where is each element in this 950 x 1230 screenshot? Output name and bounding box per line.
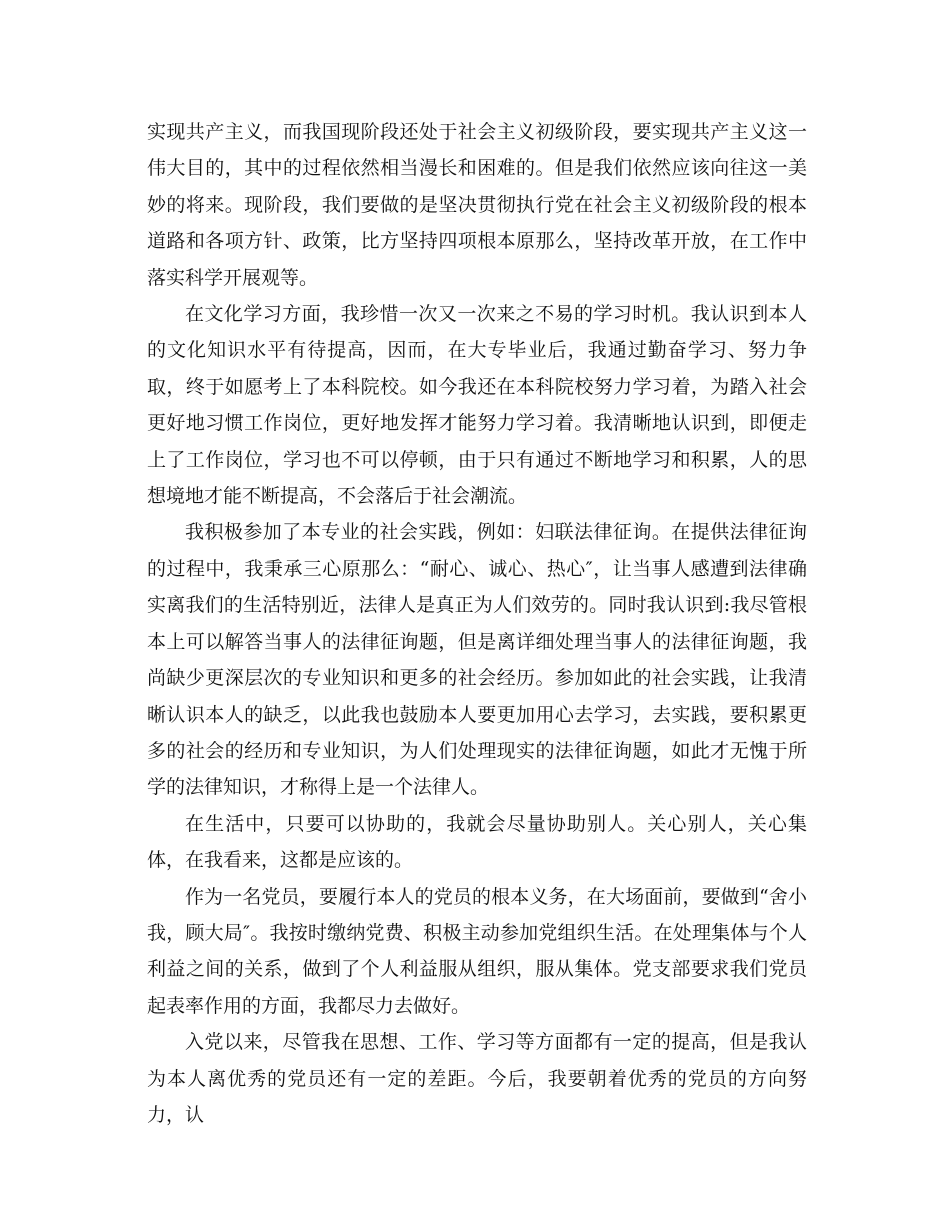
paragraph: 在生活中，只要可以协助的，我就会尽量协助别人。关心别人，关心集体，在我看来，这都是应该的。 [147,812,807,872]
paragraph: 在文化学习方面，我珍惜一次又一次来之不易的学习时机。我认识到本人的文化知识水平有待提高，因而，在大专毕业后，我通过勤奋学习、努力争取，终于如愿考上了本科院校。如今我还在本科院校努力学习着，为踏入社会更好地习惯工作岗位，更好地发挥才能努力学习着。我清晰地认识到，即便走上了工作岗位，学习也不可以停顿，由于只有通过不断地学习和积累，人的思想境地才能不断提高，不会落后于社会潮流。 [147,303,807,508]
document-body [147,114,807,1133]
paragraph: 实现共产主义，而我国现阶段还处于社会主义初级阶段，要实现共产主义这一伟大目的，其中的过程依然相当漫长和困难的。但是我们依然应该向往这一美妙的将来。现阶段，我们要做的是坚决贯彻执行党在社会主义初级阶段的根本道路和各项方针、政策，比方坚持四项根本原那么，坚持改革开放，在工作中落实科学开展观等。 [147,121,807,289]
paragraph: 入党以来，尽管我在思想、工作、学习等方面都有一定的提高，但是我认为本人离优秀的党员还有一定的差距。今后，我要朝着优秀的党员的方向努力，认 [147,1031,807,1126]
paragraph: 作为一名党员，要履行本人的党员的根本义务，在大场面前，要做到“舍小我，顾大局″。我按时缴纳党费、积极主动参加党组织生活。在处理集体与个人利益之间的关系，做到了个人利益服从组织，服从集体。党支部要求我们党员起表率作用的方面，我都尽力去做好。 [147,885,807,1017]
paragraph: 我积极参加了本专业的社会实践，例如：妇联法律征询。在提供法律征询的过程中，我秉承三心原那么：“耐心、诚心、热心″，让当事人感遭到法律确实离我们的生活特别近，法律人是真正为人们效劳的。同时我认识到:我尽管根本上可以解答当事人的法律征询题，但是离详细处理当事人的法律征询题，我尚缺少更深层次的专业知识和更多的社会经历。参加如此的社会实践，让我清晰认识本人的缺乏，以此我也鼓励本人要更加用心去学习，去实践，要积累更多的社会的经历和专业知识，为人们处理现实的法律征询题，如此才无愧于所学的法律知识，才称得上是一个法律人。 [147,521,807,799]
